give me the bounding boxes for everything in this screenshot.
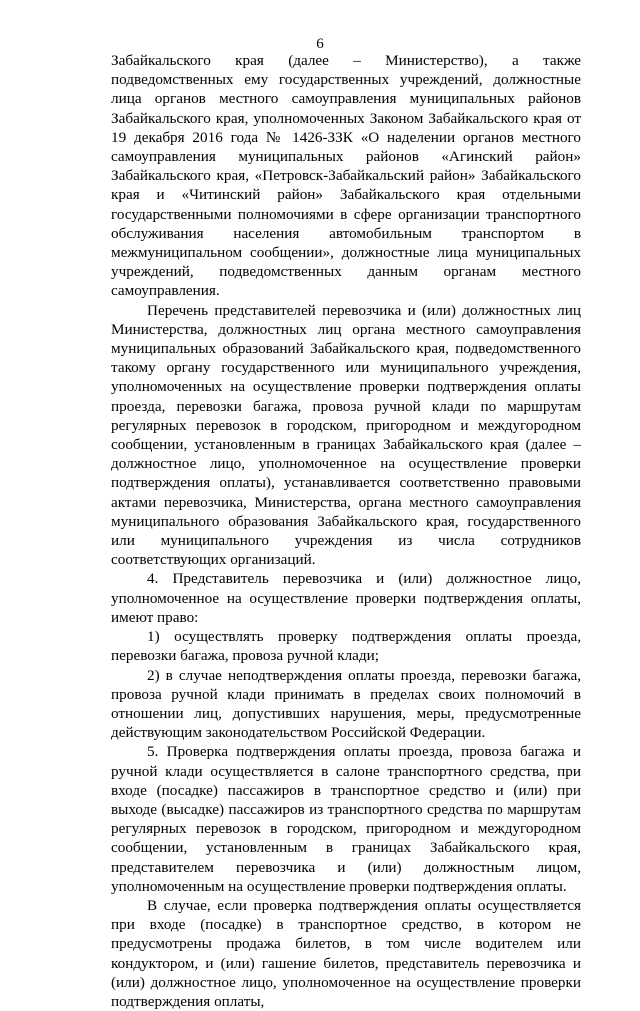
paragraph-subitem-1: 1) осуществлять проверку подтверждения оплаты проезда, перевозки багажа, провоза ручной клади; xyxy=(111,628,581,665)
paragraph-item-4: 4. Представитель перевозчика и (или) должностное лицо, уполномоченное на осуществление проверки подтверждения оплаты, имеют право: xyxy=(111,570,581,626)
paragraph-subitem-2: 2) в случае неподтверждения оплаты проезда, перевозки багажа, провоза ручной клади принимать в пределах своих полномочий в отношении лиц, допустивших нарушения, меры, предусмотренные действующим законодательством Российской Федерации. xyxy=(111,666,581,742)
page-number: 6 xyxy=(316,36,324,52)
document-body xyxy=(111,51,581,1011)
paragraph-list-of-representatives: Перечень представителей перевозчика и (или) должностных лиц Министерства, должностных лиц органа местного самоуправления муниципальных образований Забайкальского края, подведомственного такому органу государственного или муниципального учреждения, уполномоченных на осуществление проверки подтверждения оплаты проезда, перевозки багажа, провоза ручной клади по маршрутам регулярных перевозок в городском, пригородном и междугородном сообщении, установленным в границах Забайкальского края (далее – должностное лицо, уполномоченное на осуществление проверки подтверждения оплаты), устанавливается соответственно правовыми актами перевозчика, Министерства, органа местного самоуправления муниципального образования Забайкальского края, государственного или муниципального учреждения из числа сотрудников соответствующих организаций. xyxy=(111,301,581,569)
paragraph-item-5: 5. Проверка подтверждения оплаты проезда, провоза багажа и ручной клади осуществляется в салоне транспортного средства, при входе (посадке) пассажиров в транспортное средство и (или) при выходе (высадке) пассажиров из транспортного средства по маршрутам регулярных перевозок в городском, пригородном и междугородном сообщении, установленным в границах Забайкальского края, представителем перевозчика и (или) должностным лицом, уполномоченным на осуществление проверки подтверждения оплаты. xyxy=(111,743,581,895)
paragraph-continuation: Забайкальского края (далее – Министерство), а также подведомственных ему государственных учреждений, должностные лица органов местного самоуправления муниципальных районов Забайкальского края, уполномоченных Законом Забайкальского края от 19 декабря 2016 года № 1426-ЗЗК «О наделении органов местного самоуправления муниципальных районов «Агинский район» Забайкальского края, «Петровск-Забайкальский район» Забайкальского края и «Читинский район» Забайкальского края отдельными государственными полномочиями в сфере организации транспортного обслуживания населения автомобильным транспортом в межмуниципальном сообщении», должностные лица муниципальных учреждений, подведомственных данным органам местного самоуправления. xyxy=(111,52,581,300)
paragraph-boarding-check: В случае, если проверка подтверждения оплаты осуществляется при входе (посадке) в транспортное средство, в котором не предусмотрены продажа билетов, в том числе водителем или кондуктором, и (или) гашение билетов, представитель перевозчика и (или) должностное лицо, уполномоченное на осуществление проверки подтверждения оплаты, xyxy=(111,896,581,1010)
